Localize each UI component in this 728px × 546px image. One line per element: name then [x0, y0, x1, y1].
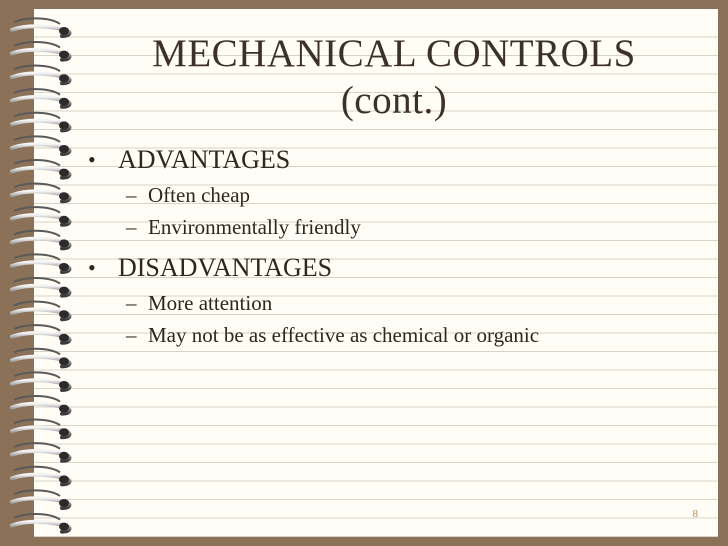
spiral-coil-back	[14, 42, 60, 48]
binding-hole	[59, 523, 69, 531]
spiral-coil-back	[14, 66, 60, 72]
spiral-coil-back	[14, 420, 60, 426]
spiral-coil-back	[14, 231, 60, 237]
page-number: 8	[692, 508, 698, 520]
bullet-dot: •	[88, 147, 96, 172]
spiral-coil-back	[14, 325, 60, 331]
spiral-coil-back	[14, 396, 60, 402]
binding-hole	[59, 475, 69, 483]
binding-hole	[59, 263, 69, 271]
binding-hole	[59, 27, 69, 35]
spiral-coil-back	[14, 18, 60, 24]
title-line-2: (cont.)	[340, 79, 448, 122]
spiral-coil-back	[14, 278, 60, 284]
binding-hole	[59, 216, 69, 224]
sub-item-label: Environmentally friendly	[148, 215, 361, 239]
binding-hole	[59, 310, 69, 318]
bullet-disadvantages	[88, 250, 708, 286]
spiral-coil-back	[14, 372, 60, 378]
binding-hole	[59, 428, 69, 436]
binding-hole	[59, 74, 69, 82]
dash-marker: –	[126, 215, 137, 239]
binding-hole	[59, 499, 69, 507]
dash-marker: –	[126, 291, 137, 315]
slide-title	[84, 30, 704, 124]
spiral-coil-back	[14, 443, 60, 449]
binding-hole	[59, 405, 69, 413]
binding-hole	[59, 121, 69, 129]
spiral-coil-back	[14, 184, 60, 190]
sub-item-label: May not be as effective as chemical or organic	[148, 323, 540, 347]
bullet-dot: •	[88, 255, 96, 280]
binding-hole	[59, 192, 69, 200]
dash-marker: –	[126, 323, 137, 347]
dash-marker: –	[126, 183, 137, 207]
spiral-coil-back	[14, 89, 60, 95]
title-line-1: MECHANICAL CONTROLS	[152, 32, 636, 75]
bullet-list	[88, 142, 708, 350]
sub-item-label: Often cheap	[148, 183, 251, 207]
binding-hole	[59, 51, 69, 59]
spiral-coil-back	[14, 136, 60, 142]
binding-hole	[59, 145, 69, 153]
sub-item	[88, 180, 708, 210]
spiral-coil-back	[14, 113, 60, 119]
spiral-binding-icon	[0, 0, 80, 546]
bullet-advantages	[88, 142, 708, 178]
binding-hole	[59, 357, 69, 365]
spiral-coil-back	[14, 514, 60, 520]
binding-hole	[59, 452, 69, 460]
sub-item-label: More attention	[148, 291, 273, 315]
binding-hole	[59, 381, 69, 389]
spiral-coil-back	[14, 207, 60, 213]
spiral-coil-back	[14, 254, 60, 260]
sub-item	[88, 288, 708, 318]
binding-hole	[59, 169, 69, 177]
spiral-coil-back	[14, 349, 60, 355]
binding-hole	[59, 287, 69, 295]
spiral-coil-back	[14, 467, 60, 473]
bullet-label: DISADVANTAGES	[118, 253, 333, 282]
binding-hole	[59, 239, 69, 247]
sub-item	[88, 320, 708, 350]
spiral-coil-back	[14, 302, 60, 308]
binding-hole	[59, 334, 69, 342]
spiral-coil-back	[14, 490, 60, 496]
sub-item	[88, 212, 708, 242]
bullet-label: ADVANTAGES	[118, 145, 291, 174]
spiral-coil-back	[14, 160, 60, 166]
binding-hole	[59, 98, 69, 106]
